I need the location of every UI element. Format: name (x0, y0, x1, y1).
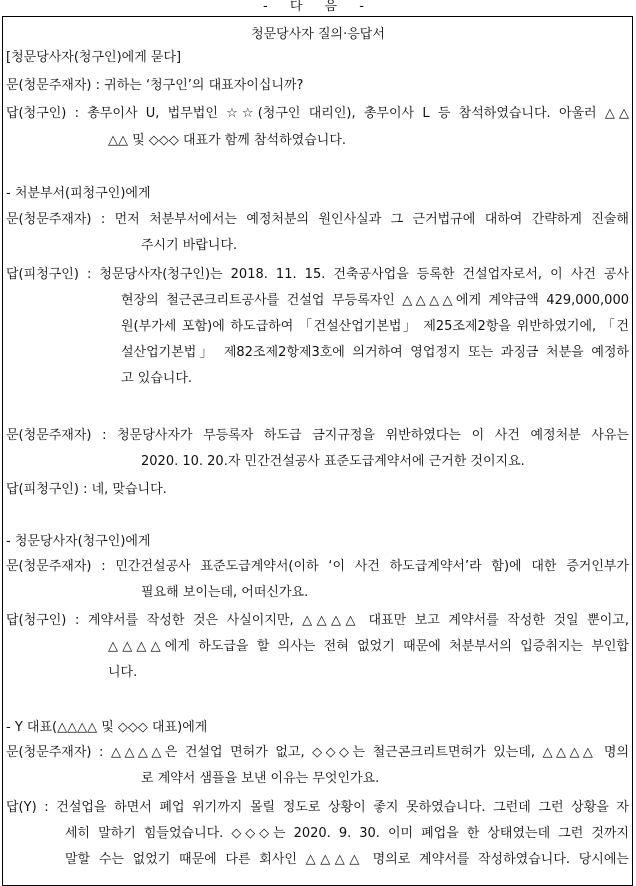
section-label: - 처분부서(피청구인)에게 (6, 186, 151, 201)
document-title: 청문당사자 질의·응답서 (251, 27, 385, 42)
answer-line: 답(청구인) : 계약서를 작성한 것은 사실이지만, △△△△ 대표만 보고 계약서를 작성한 것일 뿐이고, (6, 613, 629, 628)
answer-line: 답(피청구인) : 청문당사자(청구인)는 2018. 11. 15. 건축공사업을 등록한 건설업자로서, 이 사건 공사 (6, 267, 629, 282)
answer-line: 원(부가세 포함)에 하도급하여 「건설산업기본법」 제25조제2항을 위반하였기에, 「건 (121, 319, 629, 334)
answer-line: △△△△에게 하도급을 할 의사는 전혀 없었기 때문에 처분부서의 입증취지는 부인합 (108, 639, 629, 654)
question-line: 문(청문주재자) : 귀하는 ‘청구인’의 대표자이십니까? (6, 78, 304, 93)
question-line: 문(청문주재자) : 민간건설공사 표준도급계약서(이하 ‘이 사건 하도급계약서’라 함)에 대한 증거인부가 (6, 559, 629, 574)
answer-line: 말할 수는 없었기 때문에 다른 회사인 △△△△ 명의로 계약서를 작성하였습니다. 당시에는 (65, 852, 629, 867)
section-label: - Y 대표(△△△△ 및 ◇◇◇ 대표)에게 (6, 720, 208, 735)
question-line: 2020. 10. 20.자 민간건설공사 표준도급계약서에 근거한 것이지요. (141, 454, 525, 469)
question-line: 문(청문주재자) : 먼저 처분부서에서는 예정처분의 원인사실과 그 근거법규에 대하여 간략하게 진술해 (6, 212, 629, 227)
question-line: 로 계약서 샘플을 보낸 이유는 무엇인가요. (141, 771, 380, 786)
answer-line: △△ 및 ◇◇◇ 대표가 함께 참석하였습니다. (108, 133, 347, 148)
section-label: [청문당사자(청구인)에게 묻다] (6, 50, 182, 65)
answer-line: 답(피청구인) : 네, 맞습니다. (6, 482, 167, 497)
answer-line: 고 있습니다. (121, 371, 193, 386)
question-line: 필요해 보이는데, 어떠신가요. (141, 585, 309, 600)
question-line: 문(청문주재자) : △△△△은 건설업 면허가 없고, ◇◇◇는 철근콘크리트면허가 있는데, △△△△ 명의 (6, 745, 629, 760)
answer-line: 답(Y) : 건설업을 하면서 폐업 위기까지 몰릴 정도로 상황이 좋지 못하였습니다. 그런데 그런 상황을 자 (6, 800, 629, 815)
answer-line: 답(청구인) : 총무이사 U, 법무법인 ☆☆(청구인 대리인), 총무이사 L 등 참석하였습니다. 아울러 △△ (6, 106, 629, 121)
question-line: 주시기 바랍니다. (141, 238, 238, 253)
answer-line: 니다. (108, 665, 138, 680)
answer-line: 세히 말하기 힘들었습니다. ◇◇◇는 2020. 9. 30. 이미 폐업을 한 상태였는데 그런 것까지 (65, 826, 629, 841)
section-label: - 청문당사자(청구인)에게 (6, 534, 151, 549)
answer-line: 설산업기본법」 제82조제2항제3호에 의거하여 영업정지 또는 과징금 처분을 예정하 (121, 345, 629, 360)
question-line: 문(청문주재자) : 청문당사자가 무등록자 하도급 금지규정을 위반하였다는 이 사건 예정처분 사유는 (6, 428, 629, 443)
answer-line: 현장의 철근콘크리트공사를 건설업 무등록자인 △△△△에게 계약금액 429,000,000 (121, 293, 629, 308)
section-heading: - 다 음 - (263, 0, 373, 14)
